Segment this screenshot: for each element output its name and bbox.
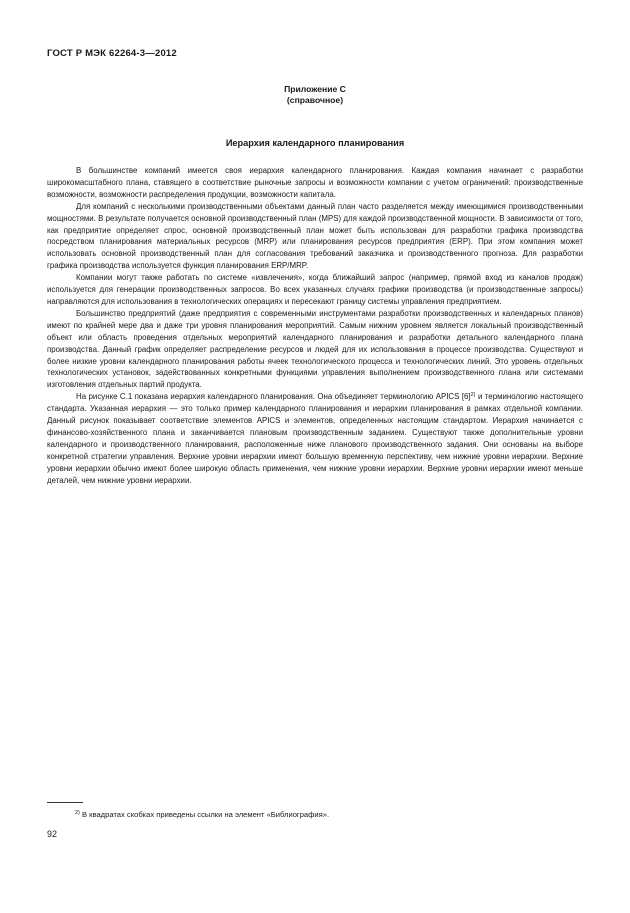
annex-type: (справочное) (286, 95, 344, 105)
page-number: 92 (47, 829, 58, 839)
paragraph-5-end: и терминологию настоящего стандарта. Указанная иерархия — это только пример календарного планирования и иерархии планирования в рамках отдельной компании. Данный рисунок показывает соответствие элементов APICS и элементов, определенных настоящим стандартом. Иерархия начинается с финансово-хозяйственного плана и заканчивается плановым производственным заданием. Существуют также дополнительные уровни календарного и производственного планирования, расположенные ниже планового производственного задания. Они основаны на выборе конкретной стратегии управления. Верхние уровни иерархии имеют большую временную перспективу, чем нижние уровни иерархии. Верхние уровни иерархии обычно имеют более широкую область применения, чем нижние уровни иерархии. Верхние уровни иерархии имеют меньше деталей, чем нижние уровни иерархии. (47, 392, 583, 485)
annex-title: Приложение С (284, 84, 346, 94)
paragraph-4: Большинство предприятий (даже предприятия с современными инструментами разработки производственных и календарных планов) имеют по крайней мере два и даже три уровня планирования мероприятий. Самым нижним уровнем является локальный производственный объект или область проведения отдельных мероприятий календарного планирования и разработки детального календарного плана производства. Данный график определяет распределение ресурсов и людей для их использования в процессе производства. Существуют и более низкие уровни календарного планирования работы ячеек технологического процесса и технологических линий. Это уровень отдельных технологических установок, задействованных конкретными функциями управления выполнением производственного плана или системами изготовления отдельных партий продукта. (47, 308, 583, 390)
footnote-divider (47, 802, 83, 803)
paragraph-2: Для компаний с несколькими производственными объектами данный план часто разделяется между имеющимися производственными мощностями. В результате получается основной производственный план (MPS) для каждой производственной мощности. В зависимости от того, как предприятие определяет спрос, основной производственный план может быть использован для разработки графика производства посредством планирования материальных ресурсов (MRP) или планирования ресурсов предприятия (ERP). При этом компания может использовать основной производственный план для согласования требований заказчика и производственного прогноза. Для разработки графика производства используется функция планирования ERP/MRP. (47, 201, 583, 271)
section-title: Иерархия календарного планирования (225, 138, 405, 148)
paragraph-3: Компании могут также работать по системе «извлечения», когда ближайший запрос (например, прямой вход из каналов продаж) используется для генерации производственных запросов. Во всех указанных случаях графики производства (и производственные запросы) направляются для использования в технологических операциях и пересекают границу системы управления предприятием. (47, 273, 583, 306)
paragraph-5 (47, 391, 583, 486)
footnote-text: В квадратах скобках приведены ссылки на элемент «Библиография». (79, 810, 330, 819)
body-text (47, 165, 583, 486)
footnote (75, 809, 583, 820)
standard-header: ГОСТ Р МЭК 62264-3—2012 (47, 48, 177, 59)
paragraph-1: В большинстве компаний имеется своя иерархия календарного планирования. Каждая компания начинает с разработки широкомасштабного плана, ставящего в соответствие рыночные запросы и возможности компании с учетом ограничений: производственные возможности, возможности распределения продукции, возможности капитала. (47, 166, 583, 199)
footnote-reference[interactable]: 2) (470, 392, 476, 399)
paragraph-5-start: На рисунке С.1 показана иерархия календарного планирования. Она объединяет терминологию APICS [6] (76, 392, 471, 402)
footnote-mark: 2) (75, 810, 80, 816)
